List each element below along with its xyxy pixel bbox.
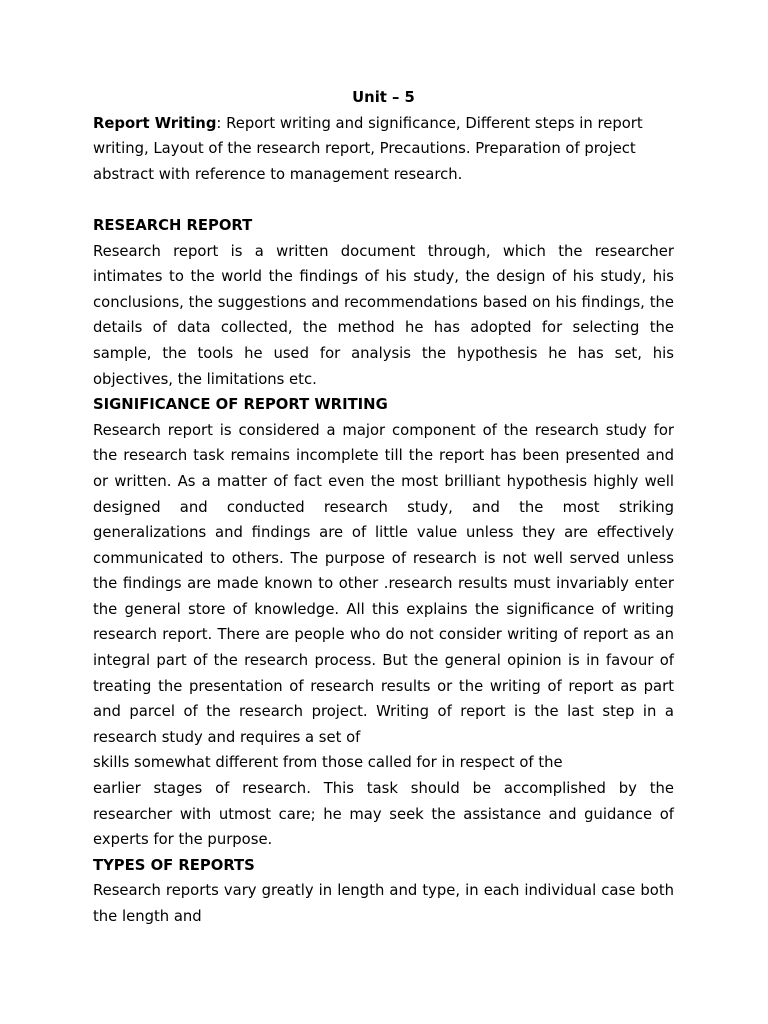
- paragraph-significance-main: Research report is considered a major component of the research study for the research task remains incomplete till the report has been presented and or written. As a matter of fact even the most brilliant hypothesis highly well designed and conducted research study, and the most striking generalizations and findings are of little value unless they are effectively communicated to others. The purpose of research is not well served unless the findings are made known to other .research results must invariably enter the general store of knowledge. All this explains the significance of writing research report. There are people who do not consider writing of report as an integral part of the research process. But the general opinion is in favour of treating the presentation of research results or the writing of report as part and parcel of the research project. Writing of report is the last step in a research study and requires a set of: [93, 421, 674, 746]
- paragraph-significance: [93, 418, 674, 853]
- intro-label: Report Writing: [93, 114, 217, 132]
- heading-significance: SIGNIFICANCE OF REPORT WRITING: [93, 396, 388, 414]
- intro-text: : Report writing and significance, Different steps in report writing, Layout of the research report, Precautions. Preparation of project abstract with reference to management research.: [93, 114, 643, 183]
- paragraph-types-of-reports: Research reports vary greatly in length and type, in each individual case both the length and: [93, 882, 674, 925]
- heading-research-report: RESEARCH REPORT: [93, 216, 253, 234]
- blank-line: [93, 187, 674, 213]
- paragraph-significance-cont: earlier stages of research. This task should be accomplished by the researcher with utmost care; he may seek the assistance and guidance of experts for the purpose.: [93, 780, 674, 849]
- intro-paragraph: [93, 111, 674, 188]
- paragraph-research-report: Research report is a written document through, which the researcher intimates to the world the findings of his study, the design of his study, his conclusions, the suggestions and recommendations based on his findings, the details of data collected, the method he has adopted for selecting the sample, the tools he used for analysis the hypothesis he has set, his objectives, the limitations etc.: [93, 242, 674, 388]
- paragraph-significance-line: skills somewhat different from those called for in respect of the: [93, 754, 563, 772]
- heading-types-of-reports: TYPES OF REPORTS: [93, 856, 255, 874]
- unit-title: Unit – 5: [352, 89, 415, 106]
